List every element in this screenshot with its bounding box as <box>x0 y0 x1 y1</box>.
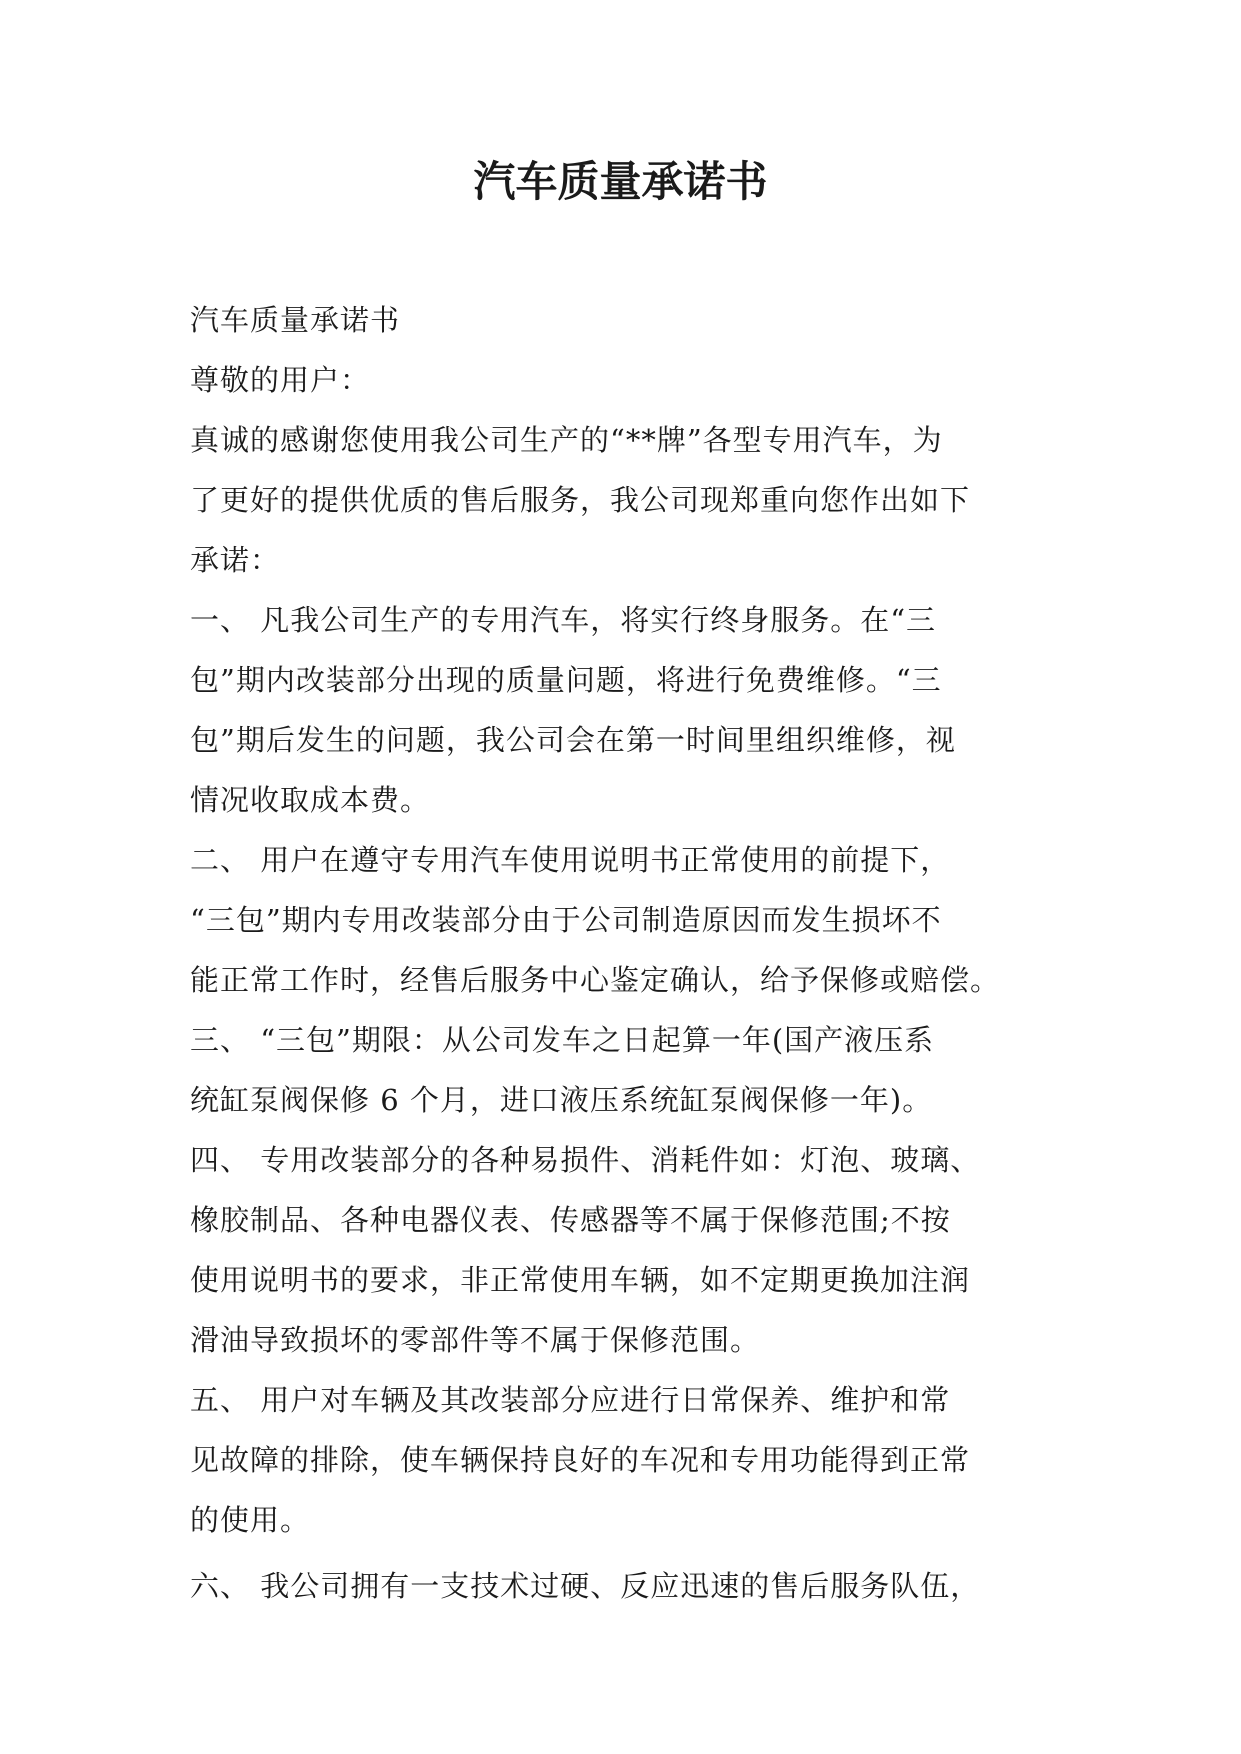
body-line: 使用说明书的要求，非正常使用车辆，如不定期更换加注润 <box>190 1263 971 1297</box>
body-line: 尊敬的用户： <box>190 363 371 397</box>
body-line: 三、 “三包”期限：从公司发车之日起算一年(国产液压系 <box>190 1023 935 1057</box>
body-line: 包”期后发生的问题，我公司会在第一时间里组织维修，视 <box>190 723 956 757</box>
body-line: 四、 专用改装部分的各种易损件、消耗件如：灯泡、玻璃、 <box>190 1143 981 1177</box>
body-line: 二、 用户在遵守专用汽车使用说明书正常使用的前提下， <box>190 843 951 877</box>
body-line: 五、 用户对车辆及其改装部分应进行日常保养、维护和常 <box>190 1383 951 1417</box>
body-line: “三包”期内专用改装部分由于公司制造原因而发生损坏不 <box>190 903 942 937</box>
body-line: 情况收取成本费。 <box>190 783 431 817</box>
body-line: 六、 我公司拥有一支技术过硬、反应迅速的售后服务队伍， <box>190 1569 981 1603</box>
body-line: 橡胶制品、各种电器仪表、传感器等不属于保修范围;不按 <box>190 1203 951 1237</box>
body-line: 的使用。 <box>190 1503 311 1537</box>
body-line: 统缸泵阀保修 6 个月，进口液压系统缸泵阀保修一年)。 <box>190 1083 933 1117</box>
body-line: 一、 凡我公司生产的专用汽车，将实行终身服务。在“三 <box>190 603 937 637</box>
body-line: 承诺： <box>190 543 281 577</box>
document-body <box>190 290 1060 1616</box>
body-line: 了更好的提供优质的售后服务，我公司现郑重向您作出如下 <box>190 483 971 517</box>
body-line: 汽车质量承诺书 <box>190 303 401 337</box>
body-line: 包”期内改装部分出现的质量问题，将进行免费维修。“三 <box>190 663 942 697</box>
body-line: 真诚的感谢您使用我公司生产的“**牌”各型专用汽车，为 <box>190 423 943 457</box>
body-line: 能正常工作时，经售后服务中心鉴定确认，给予保修或赔偿。 <box>190 963 1001 997</box>
body-line: 滑油导致损坏的零部件等不属于保修范围。 <box>190 1323 761 1357</box>
document-title: 汽车质量承诺书 <box>473 157 768 206</box>
body-line: 见故障的排除，使车辆保持良好的车况和专用功能得到正常 <box>190 1443 971 1477</box>
